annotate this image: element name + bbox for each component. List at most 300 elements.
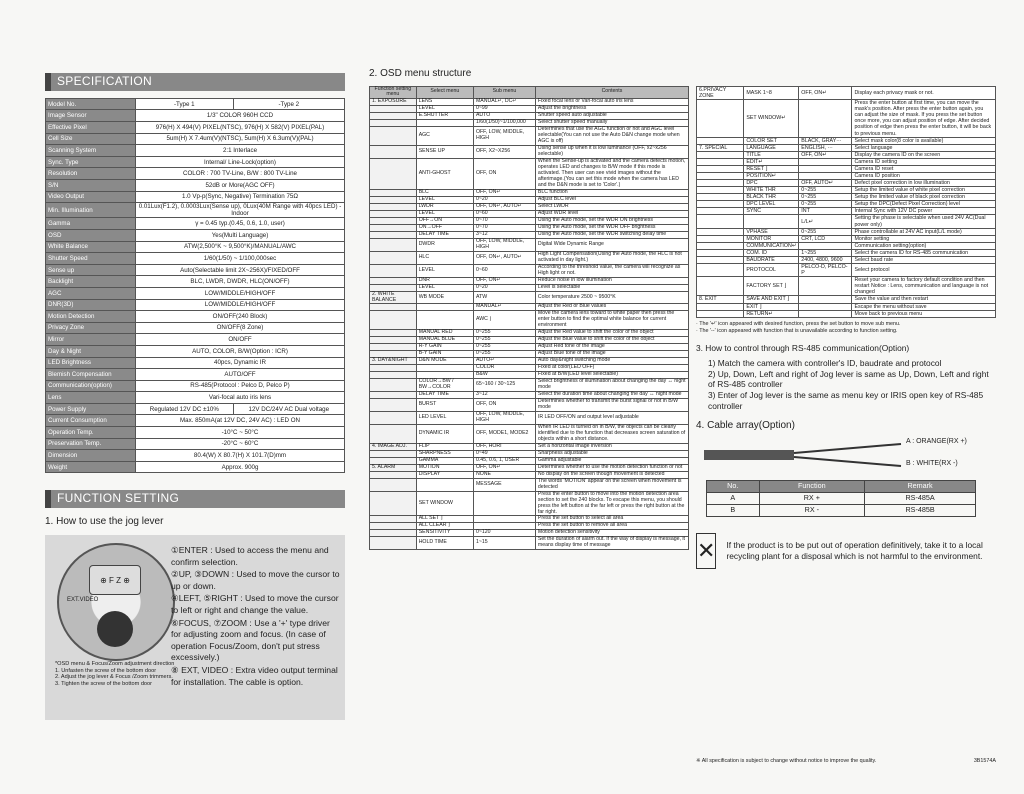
spec-key: Sense up: [46, 264, 136, 276]
spec-value: ON/OFF(8 Zone): [136, 322, 345, 334]
osd-sub-menu: 0~255: [799, 201, 852, 208]
osd-select-menu: DPC: [744, 180, 799, 187]
osd-contents: Using the Auto mode, set the WDR OFF brightness: [535, 224, 688, 231]
osd-contents: Display each privacy mask or not.: [852, 87, 996, 100]
spec-key: Motion Detection: [46, 311, 136, 323]
spec-value: Yes(Multi Language): [136, 229, 345, 241]
osd-contents: Auto day&night switching mode: [535, 358, 688, 365]
osd-category: [370, 203, 417, 210]
spec-value: Auto(Selectable limit 2X~256X)/FIXED/OFF: [136, 264, 345, 276]
osd-category: [370, 337, 417, 344]
osd-category: [370, 424, 417, 443]
osd-note: · The '--' icon appeared with function that is unavailable according to function setting.: [696, 327, 898, 334]
spec-key: Image Sensor: [46, 110, 136, 122]
osd-select-menu: DYNAMIC IR: [416, 424, 473, 443]
spec-key: Preservation Temp.: [46, 438, 136, 450]
osd-category: [697, 277, 744, 296]
osd-sub-menu: OFF, AUTO↵: [799, 180, 852, 187]
jog-function-item: ⑥FOCUS, ⑦ZOOM : Use a '+' type driver for adjusting zoom and focus. (In case of operation Focus/Zoom, don't put stress excessively.): [171, 617, 330, 663]
osd-contents: Phase controllable at 24V AC input(L/L mode): [852, 228, 996, 235]
osd-category: [370, 196, 417, 203]
osd-contents: Display the camera ID on the screen: [852, 151, 996, 158]
osd-select-menu: ON→OFF: [416, 224, 473, 231]
spec-type1: -Type 1: [136, 98, 234, 110]
osd-row: [697, 296, 996, 303]
osd-contents: Camera ID reset: [852, 165, 996, 172]
spec-value: AUTO/OFF: [136, 369, 345, 381]
osd-heading: 2. OSD menu structure: [369, 68, 472, 79]
spec-value: γ = 0.45 typ.(0.45, 0.6, 1.0, user): [136, 218, 345, 230]
osd-sub-menu: OFF, HORI: [473, 443, 535, 450]
osd-category: [370, 523, 417, 530]
osd-sub-menu: 0~20: [473, 196, 535, 203]
osd-contents: Select the camera ID for RS-485 communication: [852, 249, 996, 256]
osd-select-menu: EDIT↵: [744, 158, 799, 165]
focus-zoom-trimmers: ⊕ F Z ⊕: [89, 565, 141, 595]
spec-row: [46, 229, 345, 241]
osd-row: [697, 228, 996, 235]
spec-value: Vari-focal auto iris lens: [136, 392, 345, 404]
spec-row: [46, 322, 345, 334]
osd-sub-menu: 0~60: [473, 210, 535, 217]
osd-contents: Select the duration time about changing the day ↔ night mode: [535, 392, 688, 399]
spec-row: [46, 334, 345, 346]
osd-category: [697, 173, 744, 180]
osd-row: [697, 215, 996, 228]
osd-row: [370, 127, 689, 146]
osd-header: Contents: [535, 86, 688, 99]
spec-key: Lens: [46, 392, 136, 404]
jog-functions-list: [171, 545, 341, 689]
osd-contents: Shutter speed auto adjustable: [535, 113, 688, 120]
osd-select-menu: SENSE UP: [416, 146, 473, 159]
spec-key: Communication(option): [46, 380, 136, 392]
osd-sub-menu: OFF, ON↵, AUTO↵: [473, 203, 535, 210]
osd-table-continued: [696, 86, 996, 318]
osd-select-menu: [416, 478, 473, 491]
osd-select-menu: VPHASE: [744, 228, 799, 235]
spec-row: [46, 264, 345, 276]
osd-sub-menu: 3~12: [473, 231, 535, 238]
osd-sub-menu: [799, 296, 852, 303]
osd-row: [697, 100, 996, 137]
osd-category: [370, 127, 417, 146]
osd-contents: Determines that use the AGC function or not and AGC level selectable(You can not use the Auto D&N change mode when AGC is off): [535, 127, 688, 146]
osd-sub-menu: OFF, LOW, MIDDLE, HIGH: [473, 127, 535, 146]
specification-title: SPECIFICATION: [45, 73, 345, 91]
osd-row: [370, 231, 689, 238]
osd-row: [370, 251, 689, 264]
osd-select-menu: LEVEL: [416, 196, 473, 203]
spec-value: Internal/ Line-Lock(option): [136, 156, 345, 168]
rs485-section: [696, 343, 996, 413]
osd-sub-menu: 1~255: [799, 249, 852, 256]
spec-key: Blemish Compensation: [46, 369, 136, 381]
osd-category: 7. SPECIAL: [697, 144, 744, 151]
osd-select-menu: SET WINDOW↵: [744, 100, 799, 137]
osd-contents: Setup the DPC(Defect Pixel Correction) level: [852, 201, 996, 208]
jog-heading: 1. How to use the jog lever: [45, 515, 164, 527]
osd-select-menu: FACTORY SET ⌋: [744, 277, 799, 296]
osd-category: 4. IMAGE ADJ.: [370, 443, 417, 450]
osd-contents: Select protocol: [852, 264, 996, 277]
osd-category: 1. EXPOSURE: [370, 99, 417, 106]
recycle-text: If the product is to be put out of operation definitively, take it to a local recycling plant for a disposal which is not harmful to the environment.: [726, 539, 983, 561]
spec-row: [46, 133, 345, 145]
osd-row: [697, 208, 996, 215]
osd-category: [697, 100, 744, 137]
osd-header: Sub menu: [473, 86, 535, 99]
osd-select-menu: DNR: [416, 277, 473, 284]
osd-select-menu: LANGUAGE: [744, 144, 799, 151]
osd-contents: Adjust the Red value to shift the color of the object: [535, 330, 688, 337]
osd-sub-menu: 0~255: [473, 351, 535, 358]
osd-select-menu: MONITOR: [744, 235, 799, 242]
osd-contents: Level is selectable: [535, 284, 688, 291]
osd-select-menu: RESET ⌋: [744, 165, 799, 172]
osd-select-menu: B-Y GAIN: [416, 351, 473, 358]
osd-sub-menu: B&W: [473, 372, 535, 379]
osd-category: [697, 242, 744, 249]
osd-sub-menu: AUTO: [473, 113, 535, 120]
osd-sub-menu: OFF, ON↵: [799, 87, 852, 100]
jog-function-item: ②UP, ③DOWN : Used to move the cursor to up or down.: [171, 569, 340, 591]
cable-cell: RX +: [759, 492, 865, 504]
spec-key: Weight: [46, 461, 136, 473]
osd-contents: Setting the phase is selectable when used 24V AC(Dual power only): [852, 215, 996, 228]
spec-row: [46, 392, 345, 404]
osd-menu-section: [369, 68, 689, 550]
osd-category: [697, 235, 744, 242]
osd-select-menu: BLACK THR: [744, 194, 799, 201]
wire-b-label: B : WHITE(RX -): [906, 459, 958, 467]
spec-key: Model No.: [46, 98, 136, 110]
osd-header: Function setting menu: [370, 86, 417, 99]
osd-sub-menu: OFF, ON↵: [473, 464, 535, 471]
osd-category: [370, 251, 417, 264]
osd-select-menu: LEVEL: [416, 284, 473, 291]
spec-key: Resolution: [46, 168, 136, 180]
spec-row: [46, 253, 345, 265]
osd-row: [697, 151, 996, 158]
osd-contents: Defect pixel correction in low illumination: [852, 180, 996, 187]
osd-sub-menu: AWC ⌋: [473, 311, 535, 330]
spec-key: Current Consumption: [46, 415, 136, 427]
osd-category: [370, 344, 417, 351]
spec-row: [46, 156, 345, 168]
spec-key: Video Output: [46, 191, 136, 203]
osd-category: [370, 330, 417, 337]
osd-select-menu: COLOR SET: [744, 137, 799, 144]
osd-contents: The words 'MOTION' appear on the screen when movement is detected: [535, 478, 688, 491]
osd-row: [697, 235, 996, 242]
osd-select-menu: LEVEL: [416, 210, 473, 217]
osd-sub-menu: [799, 165, 852, 172]
osd-sub-menu: [799, 277, 852, 296]
rs485-heading: 3. How to control through RS-485 communication(Option): [696, 342, 910, 353]
osd-select-menu: MANUAL BLUE: [416, 337, 473, 344]
osd-sub-menu: 2400, 4800, 9600: [799, 256, 852, 263]
osd-select-menu: SENSITIVITY: [416, 530, 473, 537]
osd-select-menu: SHARPNESS: [416, 450, 473, 457]
osd-contents: According to the threshold value, the camera will recognize as High light or not.: [535, 264, 688, 277]
osd-select-menu: DELAY TIME: [416, 392, 473, 399]
osd-contents: Fixed at color(LED OFF): [535, 365, 688, 372]
osd-contents: Fixed at B/W(LED level selectable): [535, 372, 688, 379]
osd-select-menu: DISPLAY: [416, 471, 473, 478]
osd-select-menu: [416, 311, 473, 330]
osd-row: [370, 238, 689, 251]
osd-sub-menu: OFF, ON↵, AUTO↵: [473, 251, 535, 264]
spec-value: LOW/MIDDLE/HIGH/OFF: [136, 287, 345, 299]
osd-sub-menu: 0~255: [473, 344, 535, 351]
osd-sub-menu: OFF, MODE1, MODE2: [473, 424, 535, 443]
cable-row: [707, 504, 976, 516]
osd-category: [697, 137, 744, 144]
osd-row: [370, 106, 689, 113]
osd-select-menu: [416, 304, 473, 311]
osd-row: [370, 537, 689, 550]
osd-contents: Adjust BLC level: [535, 196, 688, 203]
osd-category: [370, 411, 417, 424]
spec-key: Backlight: [46, 276, 136, 288]
osd-category: [370, 311, 417, 330]
spec-key: LED Brightness: [46, 357, 136, 369]
osd-select-menu: LEVEL: [416, 106, 473, 113]
osd-select-menu: SET WINDOW: [416, 491, 473, 516]
osd-sub-menu: INT: [799, 208, 852, 215]
osd-select-menu: DWDR: [416, 238, 473, 251]
osd-category: [370, 516, 417, 523]
osd-table: [369, 86, 689, 551]
osd-contents: When the Sense-up is activated and the camera detects motion, operates LED and changes to B/W mode if this mode is activated. Then user can see vivid images without the afterimage.(You can set this mode when the camera has LED and the D&N mode is set to 'Color'.): [535, 159, 688, 190]
osd-select-menu: [744, 215, 799, 228]
osd-category: [697, 151, 744, 158]
osd-row: [697, 194, 996, 201]
osd-row: [370, 523, 689, 530]
spec-value: 40pcs, Dynamic IR: [136, 357, 345, 369]
osd-contents: Monitor setting: [852, 235, 996, 242]
osd-select-menu: WHITE THR: [744, 187, 799, 194]
osd-row: [370, 113, 689, 120]
osd-contents: Select shutter speed manually: [535, 120, 688, 127]
osd-contents: Reset your camera to factory default condition and then restart Notice : Lens, communication and language is not changed: [852, 277, 996, 296]
cable-table: [706, 480, 976, 517]
osd-row: [370, 337, 689, 344]
osd-note: · The '↵' icon appeared with desired function, press the set button to move sub menu.: [696, 320, 901, 327]
osd-select-menu: COM. ID: [744, 249, 799, 256]
osd-category: [370, 159, 417, 190]
osd-select-menu: R-Y GAIN: [416, 344, 473, 351]
osd-contents: Camera ID position: [852, 173, 996, 180]
osd-category: [370, 478, 417, 491]
osd-sub-menu: OFF, ON: [473, 159, 535, 190]
osd-category: [370, 365, 417, 372]
osd-contents: Move the camera lens toward to white paper then press the enter button to find the optimal white balance for current environment: [535, 311, 688, 330]
spec-value: COLOR : 700 TV-Line, B/W : 800 TV-Line: [136, 168, 345, 180]
osd-category: [370, 106, 417, 113]
osd-row: [370, 424, 689, 443]
jog-adjust-note: [55, 661, 175, 688]
osd-category: 2. WHITE BALANCE: [370, 291, 417, 304]
osd-sub-menu: 65~160 / 30~125: [473, 379, 535, 392]
osd-row: [697, 187, 996, 194]
osd-category: [370, 379, 417, 392]
osd-select-menu: AGC: [416, 127, 473, 146]
osd-row: [697, 277, 996, 296]
osd-select-menu: POSITION↵: [744, 173, 799, 180]
osd-category: [697, 187, 744, 194]
osd-contents: Determines whether to transmit the burst signal or not in B/W mode: [535, 399, 688, 412]
osd-sub-menu: [799, 100, 852, 137]
osd-sub-menu: 0~255: [473, 330, 535, 337]
osd-sub-menu: ENGLISH, ···: [799, 144, 852, 151]
osd-category: [370, 450, 417, 457]
spec-row: [46, 168, 345, 180]
osd-row: [370, 203, 689, 210]
spec-row: [46, 98, 345, 110]
osd-sub-menu: 0~120: [473, 530, 535, 537]
spec-row: [46, 438, 345, 450]
spec-row: [46, 345, 345, 357]
osd-contents: No display on the screen though movement is detected: [535, 471, 688, 478]
spec-row: [46, 357, 345, 369]
function-setting-section: [45, 490, 345, 531]
osd-contents: Setup the limited value of black pixel correction: [852, 194, 996, 201]
osd-select-menu: E.SHUTTER: [416, 113, 473, 120]
spec-power1: Regulated 12V DC ±10%: [136, 403, 234, 415]
osd-contents: Select mask color(8 color is available): [852, 137, 996, 144]
osd-contents: Fixed focal lens or Vari-focal auto iris lens: [535, 99, 688, 106]
specification-section: [45, 73, 345, 473]
osd-contents: Press the enter button to move into the motion detection area section to set the 240 blocks. To escape this menu, you should press the left button at the far left or press the right button at the far right.: [535, 491, 688, 516]
osd-contents: Using the Auto mode, set the WDR switching delay time: [535, 231, 688, 238]
footer: [696, 758, 996, 764]
osd-select-menu: MOTION: [416, 464, 473, 471]
osd-sub-menu: [473, 516, 535, 523]
osd-category: 8. EXIT: [697, 296, 744, 303]
osd-row: [370, 365, 689, 372]
spec-row: [46, 403, 345, 415]
spec-key: White Balance: [46, 241, 136, 253]
spec-row: [46, 276, 345, 288]
spec-row: [46, 461, 345, 473]
spec-row: [46, 241, 345, 253]
wire-a-label: A : ORANGE(RX +): [906, 437, 967, 445]
osd-category: [697, 215, 744, 228]
osd-sub-menu: L/L↵: [799, 215, 852, 228]
osd-category: [370, 113, 417, 120]
spec-value: 52dB or More(AGC OFF): [136, 179, 345, 191]
cable-heading: 4. Cable array(Option): [696, 420, 795, 432]
function-setting-title: FUNCTION SETTING: [45, 490, 345, 508]
osd-sub-menu: CRT, LCD: [799, 235, 852, 242]
osd-contents: Press the enter button at first time, you can move the mask's position. After press the enter button again, you can adjust the size of mask. If you press the set button once more, you can adjust position of edge. After decided position of edge then press the enter button, it will be back to previous menu.: [852, 100, 996, 137]
spec-value: ON/OFF(240 Block): [136, 311, 345, 323]
osd-select-menu: RETURN↵: [744, 310, 799, 317]
spec-row: [46, 299, 345, 311]
osd-row: [370, 277, 689, 284]
osd-select-menu: TITLE: [744, 151, 799, 158]
osd-select-menu: EXIT ⌋: [744, 303, 799, 310]
osd-category: [370, 231, 417, 238]
osd-category: [370, 372, 417, 379]
osd-category: [697, 194, 744, 201]
jog-lever-panel: [45, 535, 345, 720]
cable-section: [696, 420, 996, 517]
osd-category: [697, 201, 744, 208]
osd-select-menu: ANTI-GHOST: [416, 159, 473, 190]
spec-key: AGC: [46, 287, 136, 299]
osd-category: [697, 208, 744, 215]
osd-sub-menu: BLACK, GRAY···: [799, 137, 852, 144]
note-title: *OSD menu & Focus/Zoom adjustment direction: [55, 661, 175, 667]
osd-contents: Set a horizontal image inversion: [535, 443, 688, 450]
osd-notes: [696, 321, 996, 335]
spec-value: 0.01Lux(F1.2), 0.0003Lux(Sense up), 0Lux(40M Range with 40pcs LED) - Indoor: [136, 203, 345, 218]
spec-row: [46, 121, 345, 133]
osd-select-menu: WB MODE: [416, 291, 473, 304]
osd-category: [697, 228, 744, 235]
osd-contents: Adjust the Blue value to shift the color of the object: [535, 337, 688, 344]
osd-sub-menu: [799, 242, 852, 249]
osd-row: [370, 399, 689, 412]
osd-contents: Setup the limited value of white pixel correction: [852, 187, 996, 194]
osd-row: [370, 450, 689, 457]
osd-select-menu: PROTOCOL: [744, 264, 799, 277]
osd-sub-menu: 0~255: [799, 187, 852, 194]
osd-row: [697, 249, 996, 256]
osd-category: [370, 210, 417, 217]
spec-row: [46, 203, 345, 218]
osd-row: [697, 180, 996, 187]
osd-contents: Move back to previous menu: [852, 310, 996, 317]
osd-select-menu: BAUDRATE: [744, 256, 799, 263]
osd-row: [370, 291, 689, 304]
osd-contents: Escape the menu without save: [852, 303, 996, 310]
osd-sub-menu: 1~15: [473, 537, 535, 550]
osd-sub-menu: MANUAL↵: [473, 304, 535, 311]
osd-contents: Press the set button to remove all area: [535, 523, 688, 530]
spec-row: [46, 218, 345, 230]
osd-contents: Select baud rate: [852, 256, 996, 263]
osd-category: [370, 392, 417, 399]
spec-value: 1/3" COLOR 960H CCD: [136, 110, 345, 122]
osd-contents: Select language: [852, 144, 996, 151]
osd-row: [697, 256, 996, 263]
osd-row: [697, 310, 996, 317]
osd-sub-menu: [799, 310, 852, 317]
osd-contents: Adjust WDR level: [535, 210, 688, 217]
spec-key: Gamma: [46, 218, 136, 230]
osd-category: [697, 249, 744, 256]
spec-row: [46, 191, 345, 203]
osd-row: [370, 190, 689, 197]
osd-select-menu: OFF→ON: [416, 217, 473, 224]
spec-value: Approx. 900g: [136, 461, 345, 473]
osd-category: [370, 277, 417, 284]
note-step: 1. Unfasten the screw of the bottom door: [55, 667, 157, 674]
osd-row: [370, 146, 689, 159]
osd-contents: Camera ID setting: [852, 158, 996, 165]
osd-row: [370, 99, 689, 106]
osd-category: 6.PRIVACY ZONE: [697, 87, 744, 100]
osd-sub-menu: OFF, ON: [473, 399, 535, 412]
osd-sub-menu: [799, 173, 852, 180]
osd-contents: Digital Wide Dynamic Range: [535, 238, 688, 251]
cable-cell: RS-485B: [865, 504, 976, 516]
spec-row: [46, 450, 345, 462]
